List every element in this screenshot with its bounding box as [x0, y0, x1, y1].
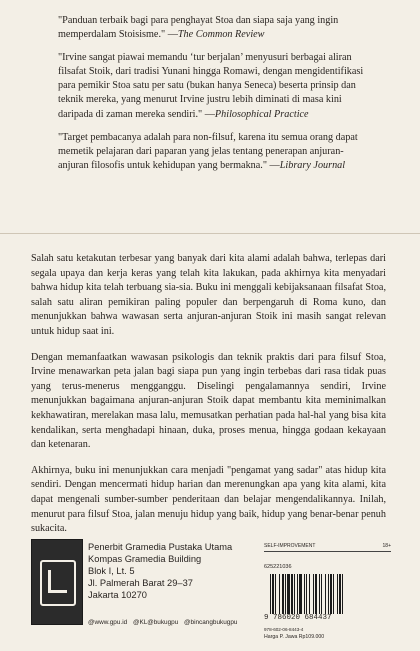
- barcode-bar: [313, 574, 314, 614]
- quote-text: "Panduan terbaik bagi para penghayat Stoa dan siapa saja yang ingin memperdalam Stoisisme." —: [58, 15, 339, 41]
- category-row: [264, 543, 391, 552]
- quote-source: Philosophical Practice: [214, 108, 309, 120]
- synopsis-paragraph-1: Salah satu ketakutan terbesar yang banyak dari kita alami adalah bahwa, terlepas dari segala upaya dan kerja keras yang telah kita lakukan, pada akhirnya kita menyadari bahwa hidup kita telah terbuang sia-sia. Buku ini menggali kebijaksanaan filsafat Stoa, salah satu aliran pemikiran paling populer dan berpengaruh di Roma kuno, dan menunjukkan bahwa wawasan serta anjuran-anjuran Stoik ini masih sangat relevan untuk hidup saat ini.: [31, 253, 386, 337]
- quote-3: [58, 131, 370, 173]
- price-label: Harga P. Jawa Rp109.000: [264, 634, 325, 640]
- publisher-building: Kompas Gramedia Building: [88, 553, 202, 564]
- isbn-block: [264, 543, 391, 640]
- synopsis-paragraph-2: Dengan memanfaatkan wawasan psikologis dan teknik praktis dari para filsuf Stoa, Irvine menawarkan peta jalan bagi siapa pun yang ingin terbebas dari rasa tidak puas yang terus-menerus mengganggu. Diselingi pengalamannya sendiri, Irvine menunjukkan bagaimana anjuran-anjuran Stoik dapat membantu kita meminimalkan kekhawatiran, merelakan masa lalu, memusatkan perhatian pada hal-hal yang bisa kita kendalikan, serta menghadapi hinaan, duka, proses menua, hingga godaan kekayaan dan ketenaran.: [31, 351, 386, 451]
- barcode-bar: [321, 574, 322, 614]
- publisher-logo: [31, 539, 83, 625]
- social-handles: [88, 619, 241, 626]
- barcode-bar: [291, 574, 293, 614]
- barcode-bar: [282, 574, 284, 614]
- barcode-bar: [275, 574, 276, 614]
- barcode-bar: [270, 574, 271, 614]
- publisher-address: [88, 542, 278, 602]
- barcode-bar: [325, 574, 326, 614]
- barcode-bar: [294, 574, 295, 614]
- barcode-bar: [285, 574, 286, 614]
- barcode-bar: [315, 574, 317, 614]
- barcode-bar: [299, 574, 302, 614]
- product-code: 625221036: [264, 564, 292, 570]
- endorsement-quotes: [58, 14, 370, 182]
- barcode-bar: [306, 574, 307, 614]
- barcode-bar: [272, 574, 274, 614]
- publisher-city: Jakarta 10270: [88, 589, 147, 600]
- publisher-street: Jl. Palmerah Barat 29–37: [88, 577, 193, 588]
- publisher-name: Penerbit Gramedia Pustaka Utama: [88, 542, 233, 552]
- barcode-bar: [319, 574, 320, 614]
- barcode-bar: [279, 574, 280, 614]
- barcode-bar: [297, 574, 298, 614]
- quote-text: "Target pembacanya adalah para non-filsuf, karena itu semua orang dapat memetik pelajaran dari paparan yang jelas tentang penerapan anjuran-anjuran filosofis untuk kehidupan yang bermakna." —: [58, 131, 358, 171]
- isbn-number: 978-602-06-8443-4: [264, 627, 304, 632]
- quote-source: Library Journal: [279, 159, 346, 171]
- publisher-block: Blok I, Lt. 5: [88, 565, 135, 576]
- isbn-barcode: [264, 574, 391, 622]
- social-handle: @bincangbukugpu: [184, 619, 238, 626]
- synopsis-paragraph-3: Akhirnya, buku ini menunjukkan cara menjadi "pengamat yang sadar" atas hidup kita sendiri. Dengan mencermati hidup harian dan merenungkan apa yang kita alami, kita dapat mengenali sumber-sumber penderitaan dan belajar mengendalikannya. Inilah, menurut para filsuf Stoa, jalan menuju hidup yang baik, hidup yang benar-benar penuh sukacita.: [31, 464, 386, 535]
- barcode-bar: [333, 574, 334, 614]
- barcode-bar: [287, 574, 290, 614]
- quote-text: "Irvine sangat piawai memandu ‘tur berjalan’ menyusuri berbagai aliran filsafat Stoik, dari tradisi Yunani hingga Romawi, dengan mengidentifikasi para pemikir Stoa satu per satu (bukan hanya Seneca) beserta prinsip dan teknik mereka, yang menurut Irvine justru lebih diminati di masa kini daripada di zaman mereka sendiri." —: [58, 52, 364, 120]
- section-divider: [0, 233, 420, 234]
- barcode-bar: [330, 574, 332, 614]
- barcode-bar: [304, 574, 305, 614]
- quote-source: The Common Review: [177, 29, 265, 41]
- barcode-digits: 9 786020 684437: [264, 614, 332, 622]
- synopsis: [31, 252, 386, 548]
- barcode-bar: [337, 574, 338, 614]
- category-label: SELF-IMPROVEMENT: [264, 543, 316, 549]
- barcode-bar: [339, 574, 341, 614]
- barcode-bars: [270, 574, 384, 614]
- quote-2: [58, 51, 370, 121]
- social-handle: @KL@bukugpu: [132, 619, 179, 626]
- age-rating: 18+: [382, 543, 391, 549]
- barcode-bar: [342, 574, 343, 614]
- website-handle: @www.gpu.id: [88, 619, 128, 626]
- publisher-footer: [31, 535, 391, 640]
- barcode-bar: [309, 574, 310, 614]
- quote-1: [58, 14, 370, 42]
- barcode-bar: [328, 574, 329, 614]
